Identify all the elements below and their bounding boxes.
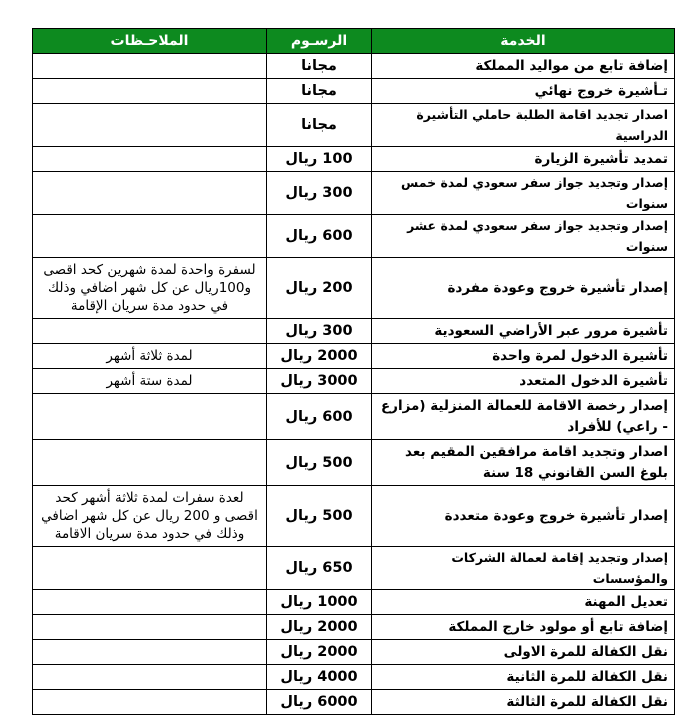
fees-table bbox=[32, 28, 675, 715]
note-cell bbox=[33, 615, 267, 640]
service-cell: إصدار وتجديد جواز سفر سعودي لمدة خمس سنوات bbox=[372, 172, 675, 215]
note-cell bbox=[33, 104, 267, 147]
note-cell bbox=[33, 172, 267, 215]
table-row bbox=[33, 369, 675, 394]
table-row bbox=[33, 79, 675, 104]
table-row bbox=[33, 172, 675, 215]
fee-cell: 3000 ريال bbox=[267, 369, 372, 394]
fee-cell: 500 ريال bbox=[267, 440, 372, 486]
service-cell: إصدار تأشيرة خروج وعودة متعددة bbox=[372, 486, 675, 547]
table-row bbox=[33, 615, 675, 640]
header-service: الخدمة bbox=[372, 29, 675, 54]
header-fee: الرسـوم bbox=[267, 29, 372, 54]
header-notes: الملاحـظات bbox=[33, 29, 267, 54]
table-row bbox=[33, 590, 675, 615]
table-row bbox=[33, 547, 675, 590]
note-cell: لمدة ثلاثة أشهر bbox=[33, 344, 267, 369]
note-cell: لسفرة واحدة لمدة شهرين كحد اقصى و100ريال عن كل شهر اضافي وذلك في حدود مدة سريان الإقامة bbox=[33, 258, 267, 319]
note-cell: لعدة سفرات لمدة ثلاثة أشهر كحد اقصى و 200 ريال عن كل شهر اضافي وذلك في حدود مدة سريان الاقامة bbox=[33, 486, 267, 547]
note-cell bbox=[33, 665, 267, 690]
table-row bbox=[33, 258, 675, 319]
service-cell: اصدار وتجديد اقامة مرافقين المقيم بعد بلوغ السن القانوني 18 سنة bbox=[372, 440, 675, 486]
note-cell bbox=[33, 79, 267, 104]
header-row bbox=[33, 29, 675, 54]
fee-cell: 600 ريال bbox=[267, 394, 372, 440]
fee-cell: 4000 ريال bbox=[267, 665, 372, 690]
table-row bbox=[33, 394, 675, 440]
note-cell bbox=[33, 590, 267, 615]
service-cell: تعديل المهنة bbox=[372, 590, 675, 615]
fee-cell: مجانا bbox=[267, 79, 372, 104]
fee-cell: 2000 ريال bbox=[267, 344, 372, 369]
fee-cell: 650 ريال bbox=[267, 547, 372, 590]
note-cell bbox=[33, 394, 267, 440]
fee-cell: مجانا bbox=[267, 104, 372, 147]
note-cell bbox=[33, 440, 267, 486]
table-row bbox=[33, 486, 675, 547]
service-cell: إضافة تابع من مواليد المملكة bbox=[372, 54, 675, 79]
service-cell: إصدار وتجديد إقامة لعمالة الشركات والمؤسسات bbox=[372, 547, 675, 590]
table-row bbox=[33, 440, 675, 486]
service-cell: إصدار رخصة الاقامة للعمالة المنزلية (مزارع - راعي) للأفراد bbox=[372, 394, 675, 440]
fee-cell: 300 ريال bbox=[267, 319, 372, 344]
service-cell: اصدار تجديد اقامة الطلبة حاملي التأشيرة الدراسية bbox=[372, 104, 675, 147]
fee-cell: 300 ريال bbox=[267, 172, 372, 215]
fee-cell: 500 ريال bbox=[267, 486, 372, 547]
service-cell: تأشيرة الدخول لمرة واحدة bbox=[372, 344, 675, 369]
table-row bbox=[33, 665, 675, 690]
table-row bbox=[33, 344, 675, 369]
service-cell: تأشيرة مرور عبر الأراضي السعودية bbox=[372, 319, 675, 344]
service-cell: نقل الكفالة للمرة الثالثة bbox=[372, 690, 675, 715]
service-cell: تمديد تأشيرة الزيارة bbox=[372, 147, 675, 172]
fee-cell: 6000 ريال bbox=[267, 690, 372, 715]
service-cell: نقل الكفالة للمرة الثانية bbox=[372, 665, 675, 690]
note-cell bbox=[33, 547, 267, 590]
fee-cell: مجانا bbox=[267, 54, 372, 79]
table-row bbox=[33, 319, 675, 344]
fee-cell: 100 ريال bbox=[267, 147, 372, 172]
note-cell bbox=[33, 319, 267, 344]
service-cell: تـأشيرة خروج نهائي bbox=[372, 79, 675, 104]
fee-cell: 2000 ريال bbox=[267, 615, 372, 640]
fee-cell: 2000 ريال bbox=[267, 640, 372, 665]
note-cell bbox=[33, 640, 267, 665]
fee-cell: 600 ريال bbox=[267, 215, 372, 258]
table-row bbox=[33, 215, 675, 258]
note-cell bbox=[33, 54, 267, 79]
service-cell: إضافة تابع أو مولود خارج المملكة bbox=[372, 615, 675, 640]
table-row bbox=[33, 690, 675, 715]
fee-cell: 200 ريال bbox=[267, 258, 372, 319]
note-cell bbox=[33, 147, 267, 172]
note-cell bbox=[33, 215, 267, 258]
table-row bbox=[33, 104, 675, 147]
note-cell: لمدة ستة أشهر bbox=[33, 369, 267, 394]
note-cell bbox=[33, 690, 267, 715]
service-cell: إصدار تأشيرة خروج وعودة مفردة bbox=[372, 258, 675, 319]
table-row bbox=[33, 54, 675, 79]
table-row bbox=[33, 147, 675, 172]
service-cell: تأشيرة الدخول المتعدد bbox=[372, 369, 675, 394]
table-row bbox=[33, 640, 675, 665]
fee-cell: 1000 ريال bbox=[267, 590, 372, 615]
service-cell: نقل الكفالة للمرة الاولى bbox=[372, 640, 675, 665]
service-cell: إصدار وتجديد جواز سفر سعودي لمدة عشر سنوات bbox=[372, 215, 675, 258]
